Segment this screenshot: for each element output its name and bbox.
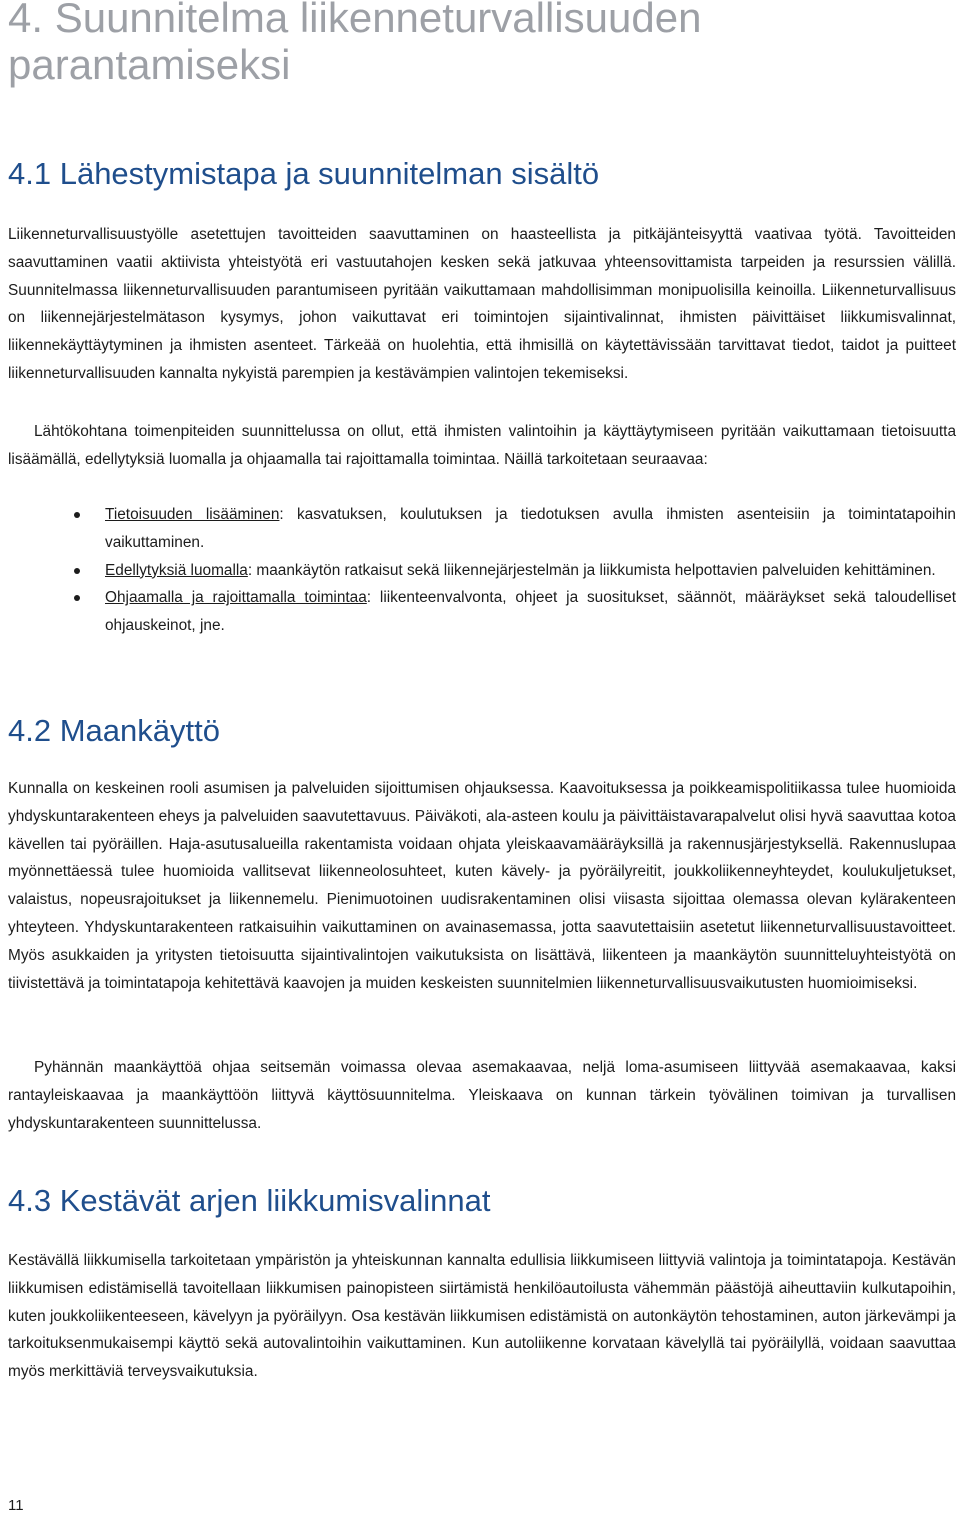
chapter-title: 4. Suunnitelma liikenneturvallisuuden parantamiseksi xyxy=(8,0,702,88)
section-heading-4-3: 4.3 Kestävät arjen liikkumisvalinnat xyxy=(8,1183,491,1218)
bullet-term: Edellytyksiä luomalla xyxy=(105,561,248,579)
list-item xyxy=(8,584,956,640)
paragraph: Liikenneturvallisuustyölle asetettujen tavoitteiden saavuttaminen on haasteellista ja pitkäjänteisyyttä vaativaa työtä. Tavoitteiden saavuttaminen vaatii aktiivista yhteistyötä eri vastuutahojen kesken sekä jatkuvaa yhteensovittamista tarpeiden ja resurssien välillä. Suunnitelmassa liikenneturvallisuuden parantumiseen pyritään vaikuttamaan mahdollisimman monipuolisilla keinoilla. Liikenneturvallisuus on liikennejärjestelmätason kysymys, johon vaikuttavat eri toimintojen sijaintivalinnat, ihmisten päivittäiset liikkumisvalinnat, liikennekäyttäytyminen ja ihmisten asenteet. Tärkeää on huolehtia, että ihmisillä on käytettävissään tarvittavat tiedot, taidot ja puitteet liikenneturvallisuuden kannalta nykyistä parempien ja kestävämpien valintojen tekemiseksi. xyxy=(8,226,956,382)
bullet-term: Tietoisuuden lisääminen xyxy=(105,506,280,523)
section-heading-4-1: 4.1 Lähestymistapa ja suunnitelman sisältö xyxy=(8,156,600,191)
bullet-icon xyxy=(74,568,80,574)
bullet-list xyxy=(8,501,956,640)
page-number: 11 xyxy=(8,1497,24,1514)
paragraph: Lähtökohtana toimenpiteiden suunnittelussa on ollut, että ihmisten valintoihin ja käyttäytymiseen pyritään vaikuttamaan tietoisuutta lisäämällä, edellytyksiä luomalla ja ohjaamalla tai rajoittamalla toimintaa. Näillä tarkoitetaan seuraavaa: xyxy=(8,423,956,468)
bullet-text: : kasvatuksen, koulutuksen ja tiedotuksen avulla ihmisten asenteisiin ja toimintatapoihin vaikuttaminen. xyxy=(105,506,956,551)
bullet-icon xyxy=(74,512,80,518)
bullet-term: Ohjaamalla ja rajoittamalla toimintaa xyxy=(105,589,367,607)
bullet-text: : maankäytön ratkaisut sekä liikennejärjestelmän ja liikkumista helpottavien palveluiden kehittäminen. xyxy=(247,561,936,579)
list-item xyxy=(8,501,956,557)
paragraph: Kunnalla on keskeinen rooli asumisen ja palveluiden sijoittumisen ohjauksessa. Kaavoituksessa ja poikkeamispolitiikassa tulee huomioida yhdyskuntarakenteen eheys ja palveluiden saavutettavuus. Päiväkoti, ala-asteen koulu ja päivittäistavarapalvelut olisi hyvä saavuttaa kotoa kävellen tai pyöräillen. Haja-asutusalueilla rakentamista voidaan ohjata yleiskaavamääräyksillä ja rakennusjärjestyksellä. Rakennuslupaa myönnettäessä tulee huomioida vallitsevat liikenneolosuhteet, kuten kävely- ja pyöräilyreitit, joukkoliikenneyhteydet, koulukuljetukset, valaistus, nopeusrajoitukset ja liikennemelu. Pienimuotoinen uudisrakentaminen olisi viisasta sijoittaa olemassa olevan kylärakenteen yhteyteen. Yhdyskuntarakenteen ratkaisuihin vaikuttaminen on avainasemassa, jotta saavutettaisiin asetetut liikenneturvallisuustavoitteet. Myös asukkaiden ja yritysten tietoisuutta sijaintivalintojen vaikutuksista on lisättävä, liikenteen ja maankäytön suunnitteluyhteistyötä on tiivistettävä ja toimintatapoja kehitettävä kaavojen ja muiden keskeisten suunnitelmien liikenneturvallisuusvaikutusten huomioimiseksi. xyxy=(8,780,956,992)
paragraph: Kestävällä liikkumisella tarkoitetaan ympäristön ja yhteiskunnan kannalta edullisia liikkumiseen liittyviä valintoja ja toimintatapoja. Kestävän liikkumisen edistämisellä tavoitellaan liikkumisen painopisteen siirtämistä henkilöautoilusta vähemmän päästöjä aiheuttaviin kulkutapoihin, kuten joukkoliikenteeseen, kävelyyn ja pyöräilyyn. Osa kestävän liikkumisen edistämistä on autonkäytön tehostaminen, auton järkevämpi ja tarkoituksenmukaisempi käyttö sekä autovalintoihin vaikuttaminen. Kun autoliikenne korvataan kävelyllä tai pyöräilyllä, voidaan saavuttaa myös merkittäviä terveysvaikutuksia. xyxy=(8,1252,956,1381)
section-heading-4-2: 4.2 Maankäyttö xyxy=(8,713,220,748)
paragraph: Pyhännän maankäyttöä ohjaa seitsemän voimassa olevaa asemakaavaa, neljä loma-asumiseen liittyvää asemakaavaa, kaksi rantayleiskaavaa ja maankäyttöön liittyvä käyttösuunnitelma. Yleiskaava on kunnan tärkein työvälinen toimivan ja turvallisen yhdyskuntarakenteen suunnittelussa. xyxy=(8,1059,956,1132)
bullet-text: : liikenteenvalvonta, ohjeet ja suositukset, säännöt, määräykset sekä taloudelliset ohjauskeinot, jne. xyxy=(105,589,956,635)
list-item xyxy=(8,557,956,585)
bullet-icon xyxy=(74,595,80,601)
